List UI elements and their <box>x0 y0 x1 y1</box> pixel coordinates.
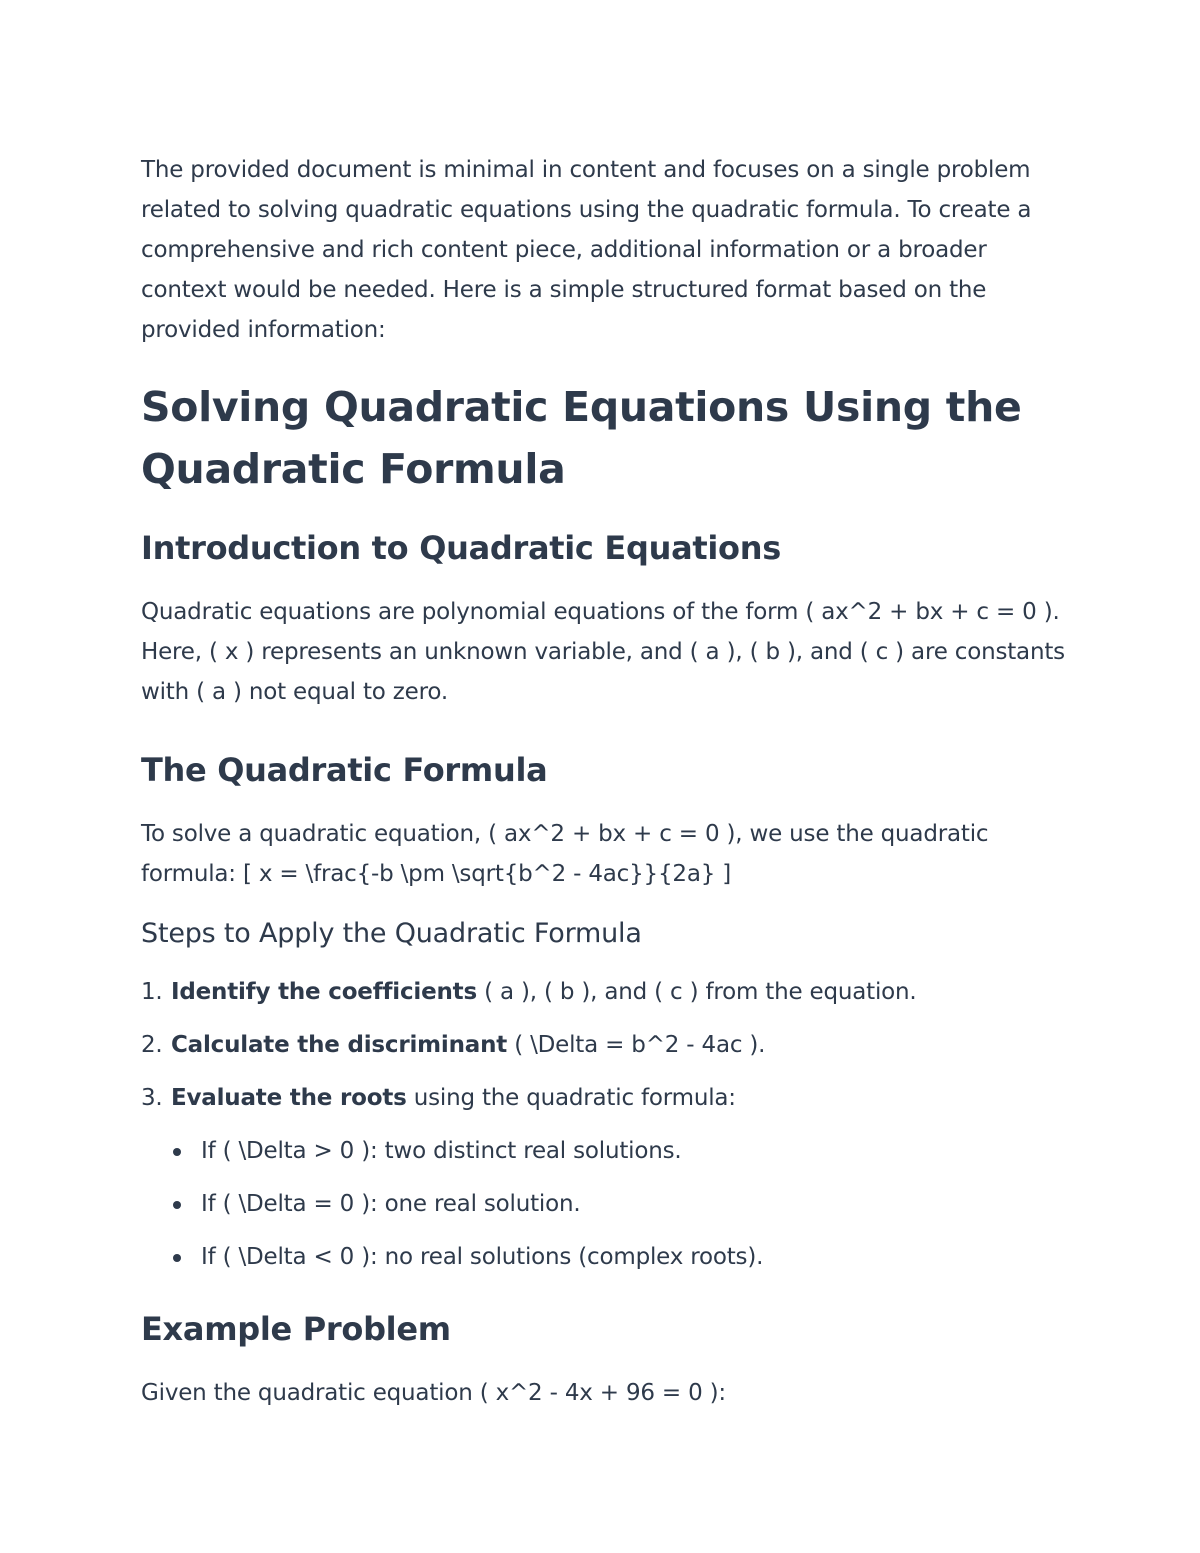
step-number: 2. <box>141 1032 163 1058</box>
case-item <box>171 1184 1066 1224</box>
example-paragraph: Given the quadratic equation ( x^2 - 4x + 96 = 0 ): <box>141 1380 726 1406</box>
case-text: If ( \Delta = 0 ): one real solution. <box>201 1191 581 1217</box>
intro-paragraph: The provided document is minimal in content and focuses on a single problem related to solving quadratic equations using the quadratic formula. To create a comprehensive and rich content piece, additional information or a broader context would be needed. Here is a simple structured format based on the provided information: <box>141 157 1032 343</box>
formula-paragraph: To solve a quadratic equation, ( ax^2 + bx + c = 0 ), we use the quadratic formula: [ x = \frac{-b \pm \sqrt{b^2 - 4ac}}{2a} ] <box>141 821 989 887</box>
document-page <box>141 150 1066 1413</box>
document-title: Solving Quadratic Equations Using the Quadratic Formula <box>141 383 1022 493</box>
introduction-paragraph: Quadratic equations are polynomial equations of the form ( ax^2 + bx + c = 0 ). Here, ( x ) represents an unknown variable, and ( a ), ( b ), and ( c ) are constants with ( a ) not equal to zero. <box>141 599 1065 705</box>
step-bold-label: Identify the coefficients <box>171 979 477 1005</box>
step-bold-label: Calculate the discriminant <box>171 1032 508 1058</box>
section-heading-quadratic-formula: The Quadratic Formula <box>141 751 548 789</box>
case-text: If ( \Delta > 0 ): two distinct real solutions. <box>201 1138 682 1164</box>
section-heading-example: Example Problem <box>141 1310 451 1348</box>
step-bold-label: Evaluate the roots <box>171 1085 407 1111</box>
step-item <box>141 1078 1066 1277</box>
step-text: ( a ), ( b ), and ( c ) from the equation. <box>476 979 917 1005</box>
steps-list <box>141 972 1066 1277</box>
step-number: 1. <box>141 979 163 1005</box>
case-text: If ( \Delta < 0 ): no real solutions (complex roots). <box>201 1244 764 1270</box>
step-text: using the quadratic formula: <box>406 1085 736 1111</box>
discriminant-cases-list <box>141 1131 1066 1277</box>
step-number: 3. <box>141 1085 163 1111</box>
bullet-icon <box>173 1254 181 1262</box>
case-item <box>171 1237 1066 1277</box>
bullet-icon <box>173 1201 181 1209</box>
step-item <box>141 1025 1066 1065</box>
step-item <box>141 972 1066 1012</box>
subsection-heading-steps: Steps to Apply the Quadratic Formula <box>141 918 642 949</box>
case-item <box>171 1131 1066 1171</box>
section-heading-introduction: Introduction to Quadratic Equations <box>141 529 781 567</box>
bullet-icon <box>173 1148 181 1156</box>
step-text: ( \Delta = b^2 - 4ac ). <box>507 1032 766 1058</box>
